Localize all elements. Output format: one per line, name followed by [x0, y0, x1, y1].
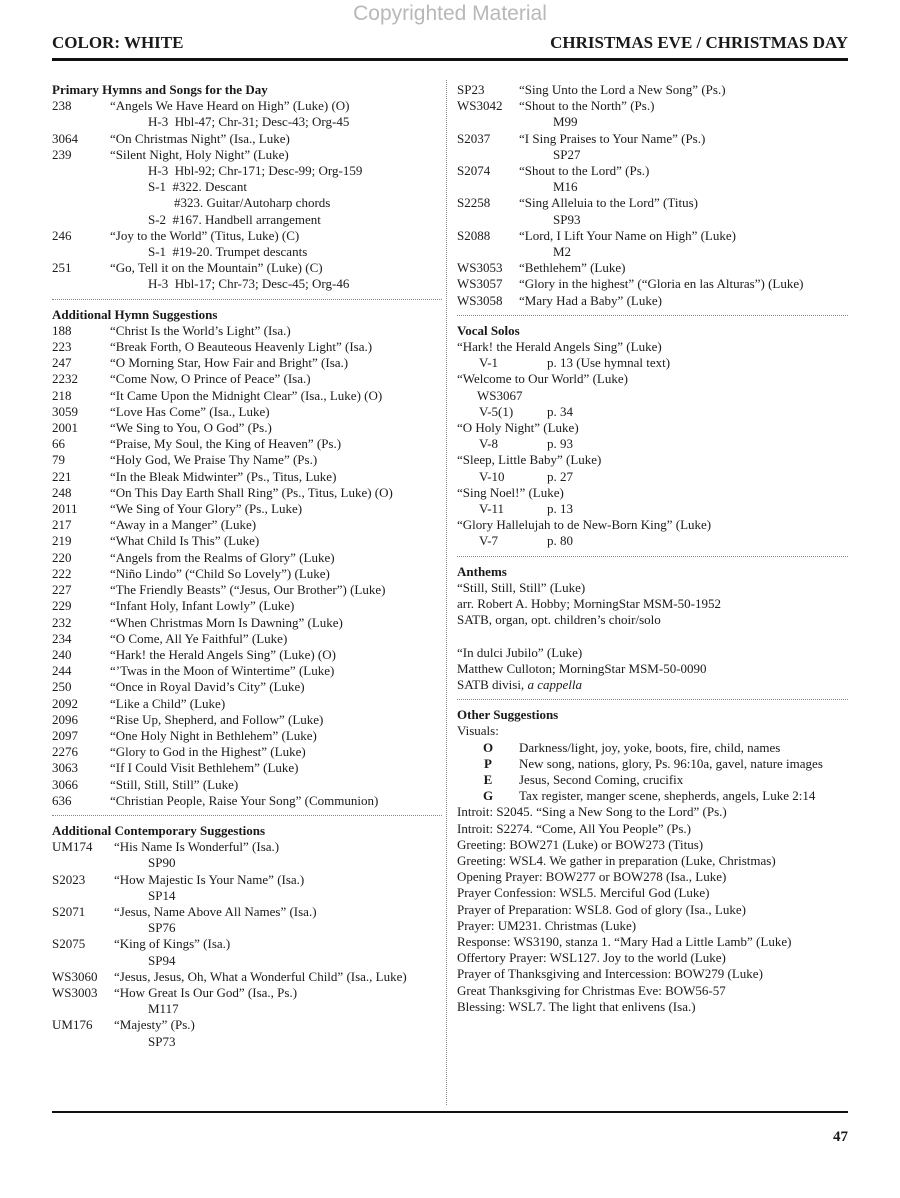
song-title: “Jesus, Name Above All Names” (Isa.)	[114, 903, 317, 919]
anthem-title: “Still, Still, Still” (Luke)	[457, 579, 586, 595]
hymn-row	[52, 696, 442, 712]
bottom-rule	[52, 1111, 848, 1113]
songbook-code: M2	[553, 244, 572, 260]
solo-page: p. 27	[547, 468, 573, 484]
hymn-row	[52, 744, 442, 760]
hymn-title: “In the Bleak Midwinter” (Ps., Titus, Luke)	[110, 468, 337, 484]
hymn-number: 250	[52, 679, 72, 695]
hymn-number: 2276	[52, 744, 78, 760]
hymn-title: “When Christmas Morn Is Dawning” (Luke)	[110, 614, 343, 630]
song-number: S2075	[52, 936, 86, 952]
right-column	[457, 82, 848, 1015]
song-title: “Sing Alleluia to the Lord” (Titus)	[519, 195, 698, 211]
song-number: S2071	[52, 903, 86, 919]
visual-key: O	[482, 739, 494, 755]
songbook-code: SP27	[553, 146, 581, 162]
hymn-row	[52, 777, 442, 793]
hymn-row	[52, 582, 442, 598]
song-number: WS3057	[457, 276, 503, 292]
song-title: “I Sing Praises to Your Name” (Ps.)	[519, 130, 706, 146]
song-number: S2088	[457, 227, 491, 243]
hymn-number: 219	[52, 533, 72, 549]
songbook-code: SP93	[553, 211, 581, 227]
hymn-row	[52, 598, 442, 614]
hymn-number: 220	[52, 549, 72, 565]
hymn-number: 240	[52, 646, 72, 662]
song-row	[457, 163, 848, 179]
hymn-number: 3064	[52, 130, 78, 146]
hymn-title: “Go, Tell it on the Mountain” (Luke) (C)	[110, 260, 323, 276]
song-number: S2037	[457, 130, 491, 146]
visual-text: Tax register, manger scene, shepherds, angels, Luke 2:14	[519, 788, 816, 804]
hymn-number: 251	[52, 260, 72, 276]
hymn-title: “Hark! the Herald Angels Sing” (Luke) (O)	[110, 646, 336, 662]
hymn-row	[52, 260, 442, 276]
hymn-title: “Silent Night, Holy Night” (Luke)	[110, 146, 289, 162]
solo-page: p. 34	[547, 403, 573, 419]
song-number: UM176	[52, 1017, 93, 1033]
column-divider	[446, 80, 447, 1105]
song-number: UM174	[52, 839, 93, 855]
suggestion-line: Opening Prayer: BOW277 or BOW278 (Isa., Luke)	[457, 869, 727, 885]
hymn-number: 2011	[52, 501, 78, 517]
hymn-title: “Infant Holy, Infant Lowly” (Luke)	[110, 598, 295, 614]
song-title: “Mary Had a Baby” (Luke)	[519, 292, 662, 308]
solo-reference	[457, 436, 848, 452]
suggestion-line: Prayer of Thanksgiving and Intercession: BOW279 (Luke)	[457, 966, 763, 982]
song-title: “Shout to the Lord” (Ps.)	[519, 163, 650, 179]
songbook-code: SP14	[148, 887, 176, 903]
song-title: “Sing Unto the Lord a New Song” (Ps.)	[519, 82, 726, 97]
visual-key: P	[484, 755, 492, 771]
hymn-number: 234	[52, 630, 72, 646]
anthem-voicing: SATB, organ, opt. children’s choir/solo	[457, 612, 661, 628]
solo-title: “O Holy Night” (Luke)	[457, 420, 579, 436]
hymn-number: 3063	[52, 760, 78, 776]
hymn-number: 223	[52, 339, 72, 355]
suggestion-line: Blessing: WSL7. The light that enlivens (Isa.)	[457, 998, 696, 1014]
hymn-row	[52, 679, 442, 695]
song-number: WS3042	[457, 98, 503, 114]
suggestion-line: Prayer: UM231. Christmas (Luke)	[457, 917, 637, 933]
other-suggestions-section	[457, 699, 848, 1015]
hymn-title: “Like a Child” (Luke)	[110, 695, 226, 711]
song-title: “His Name Is Wonderful” (Isa.)	[114, 839, 280, 855]
hymn-number: 221	[52, 468, 72, 484]
hymn-row	[52, 712, 442, 728]
watermark: Copyrighted Material	[353, 2, 547, 25]
solo-title: “Glory Hallelujah to de New-Born King” (Luke)	[457, 517, 712, 533]
hymn-number: 2096	[52, 711, 78, 727]
song-row	[52, 969, 442, 985]
hymn-title: “It Came Upon the Midnight Clear” (Isa., Luke) (O)	[110, 387, 383, 403]
song-number: WS3060	[52, 968, 98, 984]
primary-hymns-section	[52, 82, 442, 293]
hymn-row	[52, 728, 442, 744]
hymn-number: 227	[52, 582, 72, 598]
section-title: Vocal Solos	[457, 322, 520, 338]
visual-key: E	[483, 771, 493, 787]
hymn-title: “On This Day Earth Shall Ring” (Ps., Titus, Luke) (O)	[110, 484, 393, 500]
hymn-row	[52, 98, 442, 114]
hymn-number: 229	[52, 598, 72, 614]
hymn-number: 222	[52, 565, 72, 581]
hymn-title: “Angels from the Realms of Glory” (Luke)	[110, 549, 335, 565]
contemporary-continued	[457, 82, 848, 309]
suggestion-line: Prayer Confession: WSL5. Merciful God (Luke)	[457, 885, 710, 901]
song-title: “How Majestic Is Your Name” (Isa.)	[114, 871, 305, 887]
suggestion-line: Greeting: WSL4. We gather in preparation (Luke, Christmas)	[457, 852, 776, 868]
hymn-row	[52, 615, 442, 631]
hymn-row	[52, 533, 442, 549]
song-title: “Lord, I Lift Your Name on High” (Luke)	[519, 227, 736, 243]
hymn-row	[52, 404, 442, 420]
hymn-row	[52, 469, 442, 485]
page-number: 47	[833, 1129, 848, 1145]
hymn-title: “We Sing to You, O God” (Ps.)	[110, 420, 272, 436]
song-title: “Glory in the highest” (“Gloria en las Alturas”) (Luke)	[519, 276, 804, 292]
section-title: Other Suggestions	[457, 707, 559, 723]
solo-title: “Sing Noel!” (Luke)	[457, 484, 564, 500]
hymn-number: 217	[52, 517, 72, 533]
anthem-arranger: arr. Robert A. Hobby; MorningStar MSM-50-1952	[457, 596, 721, 612]
section-title: Primary Hymns and Songs for the Day	[52, 82, 268, 97]
hymn-row	[52, 663, 442, 679]
hymn-title: “O Come, All Ye Faithful” (Luke)	[110, 630, 288, 646]
hymn-title: “Once in Royal David’s City” (Luke)	[110, 679, 305, 695]
hymn-title: “Christ Is the World’s Light” (Isa.)	[110, 322, 291, 338]
solo-volume: V-1	[479, 355, 499, 371]
suggestion-line: Prayer of Preparation: WSL8. God of glory (Isa., Luke)	[457, 901, 746, 917]
song-row	[52, 904, 442, 920]
section-title: Additional Hymn Suggestions	[52, 306, 218, 322]
visual-row	[457, 756, 848, 772]
songbook-code: SP90	[148, 855, 176, 871]
hymn-row	[52, 436, 442, 452]
solo-volume: V-11	[479, 501, 505, 517]
hymn-resource: H-3 Hbl-47; Chr-31; Desc-43; Org-45	[148, 114, 350, 130]
hymn-number: 2092	[52, 695, 78, 711]
hymn-resource: #323. Guitar/Autoharp chords	[148, 195, 331, 211]
hymn-title: “The Friendly Beasts” (“Jesus, Our Brother”) (Luke)	[110, 582, 386, 598]
songbook-code: M117	[148, 1001, 179, 1017]
song-row	[52, 872, 442, 888]
hymn-resource: H-3 Hbl-92; Chr-171; Desc-99; Org-159	[148, 163, 363, 179]
song-title: “King of Kings” (Isa.)	[114, 936, 231, 952]
suggestion-line: Offertory Prayer: WSL127. Joy to the world (Luke)	[457, 950, 726, 966]
hymn-title: “Come Now, O Prince of Peace” (Isa.)	[110, 371, 311, 387]
visual-row	[457, 772, 848, 788]
hymn-title: “If I Could Visit Bethlehem” (Luke)	[110, 760, 299, 776]
solo-ws-number: WS3067	[477, 387, 523, 403]
header-occasion: CHRISTMAS EVE / CHRISTMAS DAY	[550, 33, 848, 52]
hymn-number: 248	[52, 484, 72, 500]
song-row	[457, 260, 848, 276]
hymn-number: 79	[52, 452, 65, 468]
song-title: “Shout to the North” (Ps.)	[519, 98, 655, 114]
anthem-arranger: Matthew Culloton; MorningStar MSM-50-0090	[457, 660, 707, 676]
anthem-voicing: SATB divisi, a cappella	[457, 676, 582, 692]
solo-reference	[457, 469, 848, 485]
suggestion-line: Great Thanksgiving for Christmas Eve: BOW56-57	[457, 982, 726, 998]
solo-page: p. 13	[547, 501, 573, 517]
hymn-number: 238	[52, 98, 72, 114]
solo-volume: V-5(1)	[479, 403, 514, 419]
hymn-title: “On Christmas Night” (Isa., Luke)	[110, 130, 290, 146]
hymn-row	[52, 566, 442, 582]
top-rule	[52, 58, 848, 61]
hymn-title: “Still, Still, Still” (Luke)	[110, 776, 239, 792]
hymn-row	[52, 452, 442, 468]
hymn-row	[52, 631, 442, 647]
hymn-number: 3066	[52, 776, 78, 792]
hymn-title: “Rise Up, Shepherd, and Follow” (Luke)	[110, 711, 324, 727]
hymn-number: 246	[52, 227, 72, 243]
hymn-title: “What Child Is This” (Luke)	[110, 533, 260, 549]
hymn-number: 2001	[52, 420, 78, 436]
hymn-title: “Christian People, Raise Your Song” (Communion)	[110, 792, 379, 808]
songbook-code: SP94	[148, 952, 176, 968]
hymn-title: “Break Forth, O Beauteous Heavenly Light” (Isa.)	[110, 339, 373, 355]
hymn-number: 66	[52, 436, 65, 452]
solo-volume: V-8	[479, 436, 499, 452]
visual-key: G	[482, 788, 494, 804]
song-number: S2074	[457, 163, 491, 179]
left-column	[52, 82, 442, 1050]
visuals-label: Visuals:	[457, 723, 499, 739]
song-number: WS3058	[457, 292, 503, 308]
anthem-title: “In dulci Jubilo” (Luke)	[457, 644, 583, 660]
additional-hymns-section	[52, 299, 442, 809]
hymn-row	[52, 647, 442, 663]
solo-title: “Welcome to Our World” (Luke)	[457, 371, 628, 387]
hymn-number: 2097	[52, 727, 78, 743]
song-number: WS3003	[52, 984, 98, 1000]
hymn-row	[52, 371, 442, 387]
song-row	[52, 985, 442, 1001]
song-row	[457, 131, 848, 147]
hymn-row	[52, 793, 442, 809]
solo-title: “Sleep, Little Baby” (Luke)	[457, 452, 602, 468]
hymn-resource: S-2 #167. Handbell arrangement	[148, 211, 321, 227]
hymn-number: 239	[52, 146, 72, 162]
song-row	[457, 228, 848, 244]
hymn-number: 2232	[52, 371, 78, 387]
song-row	[457, 195, 848, 211]
hymn-row	[52, 501, 442, 517]
header-color: COLOR: WHITE	[52, 33, 184, 52]
hymn-row	[52, 147, 442, 163]
hymn-resource: H-3 Hbl-17; Chr-73; Desc-45; Org-46	[148, 276, 350, 292]
song-number: WS3053	[457, 260, 503, 276]
songbook-code: SP73	[148, 1033, 176, 1049]
song-row	[52, 1017, 442, 1033]
hymn-number: 218	[52, 387, 72, 403]
solo-page: p. 13 (Use hymnal text)	[547, 355, 671, 371]
songbook-code: M16	[553, 179, 578, 195]
song-row	[457, 98, 848, 114]
hymn-number: 3059	[52, 403, 78, 419]
hymn-title: “Love Has Come” (Isa., Luke)	[110, 403, 270, 419]
suggestion-line: Introit: S2274. “Come, All You People” (Ps.)	[457, 820, 692, 836]
hymn-row	[52, 355, 442, 371]
song-row	[52, 936, 442, 952]
hymn-row	[52, 228, 442, 244]
hymn-resource: S-1 #19-20. Trumpet descants	[148, 244, 308, 260]
song-title: “How Great Is Our God” (Isa., Ps.)	[114, 984, 298, 1000]
visual-text: New song, nations, glory, Ps. 96:10a, gavel, nature images	[519, 755, 823, 771]
solo-reference	[457, 404, 848, 420]
song-row	[457, 276, 848, 292]
hymn-title: “One Holy Night in Bethlehem” (Luke)	[110, 727, 317, 743]
hymn-row	[52, 388, 442, 404]
hymn-title: “We Sing of Your Glory” (Ps., Luke)	[110, 501, 303, 517]
song-row	[457, 293, 848, 309]
solo-title: “Hark! the Herald Angels Sing” (Luke)	[457, 339, 662, 355]
solo-volume: V-10	[479, 468, 505, 484]
hymn-row	[52, 760, 442, 776]
solo-reference	[457, 501, 848, 517]
vocal-solos-section	[457, 315, 848, 550]
visual-text: Jesus, Second Coming, crucifix	[519, 771, 684, 787]
hymn-row	[52, 131, 442, 147]
visual-text: Darkness/light, joy, yoke, boots, fire, child, names	[519, 739, 781, 755]
visual-row	[457, 740, 848, 756]
song-number: S2258	[457, 195, 491, 211]
suggestion-line: Greeting: BOW271 (Luke) or BOW273 (Titus)	[457, 836, 704, 852]
suggestion-line: Introit: S2045. “Sing a New Song to the Lord” (Ps.)	[457, 804, 727, 820]
hymn-resource: S-1 #322. Descant	[148, 179, 247, 195]
hymn-title: “Glory to God in the Highest” (Luke)	[110, 744, 306, 760]
section-title: Additional Contemporary Suggestions	[52, 822, 266, 838]
visual-row	[457, 788, 848, 804]
solo-page: p. 80	[547, 533, 573, 549]
song-row	[52, 839, 442, 855]
song-title: “Jesus, Jesus, Oh, What a Wonderful Child” (Isa., Luke)	[114, 968, 407, 984]
solo-reference	[457, 533, 848, 549]
songbook-code: SP76	[148, 920, 176, 936]
hymn-title: “Niño Lindo” (“Child So Lovely”) (Luke)	[110, 565, 330, 581]
song-number: S2023	[52, 871, 86, 887]
song-number: SP23	[457, 82, 485, 97]
hymn-number: 247	[52, 355, 72, 371]
suggestion-line: Response: WS3190, stanza 1. “Mary Had a Little Lamb” (Luke)	[457, 933, 792, 949]
hymn-row	[52, 485, 442, 501]
song-row	[457, 82, 848, 98]
hymn-title: “Joy to the World” (Titus, Luke) (C)	[110, 227, 300, 243]
song-title: “Majesty” (Ps.)	[114, 1017, 195, 1033]
hymn-row	[52, 339, 442, 355]
song-title: “Bethlehem” (Luke)	[519, 260, 626, 276]
hymn-title: “’Twas in the Moon of Wintertime” (Luke)	[110, 663, 335, 679]
hymn-title: “O Morning Star, How Fair and Bright” (Isa.)	[110, 355, 349, 371]
anthems-section	[457, 556, 848, 693]
solo-volume: V-7	[479, 533, 499, 549]
hymn-row	[52, 323, 442, 339]
hymn-number: 188	[52, 322, 72, 338]
hymn-number: 232	[52, 614, 72, 630]
hymn-row	[52, 420, 442, 436]
hymn-title: “Holy God, We Praise Thy Name” (Ps.)	[110, 452, 318, 468]
hymn-title: “Away in a Manger” (Luke)	[110, 517, 257, 533]
contemporary-section	[52, 815, 442, 1050]
songbook-code: M99	[553, 114, 578, 130]
hymn-title: “Praise, My Soul, the King of Heaven” (Ps.)	[110, 436, 342, 452]
section-title: Anthems	[457, 563, 507, 579]
hymn-row	[52, 550, 442, 566]
hymn-number: 636	[52, 792, 72, 808]
solo-page: p. 93	[547, 436, 573, 452]
hymn-row	[52, 517, 442, 533]
hymn-title: “Angels We Have Heard on High” (Luke) (O)	[110, 98, 350, 114]
hymn-number: 244	[52, 663, 72, 679]
solo-reference	[457, 355, 848, 371]
